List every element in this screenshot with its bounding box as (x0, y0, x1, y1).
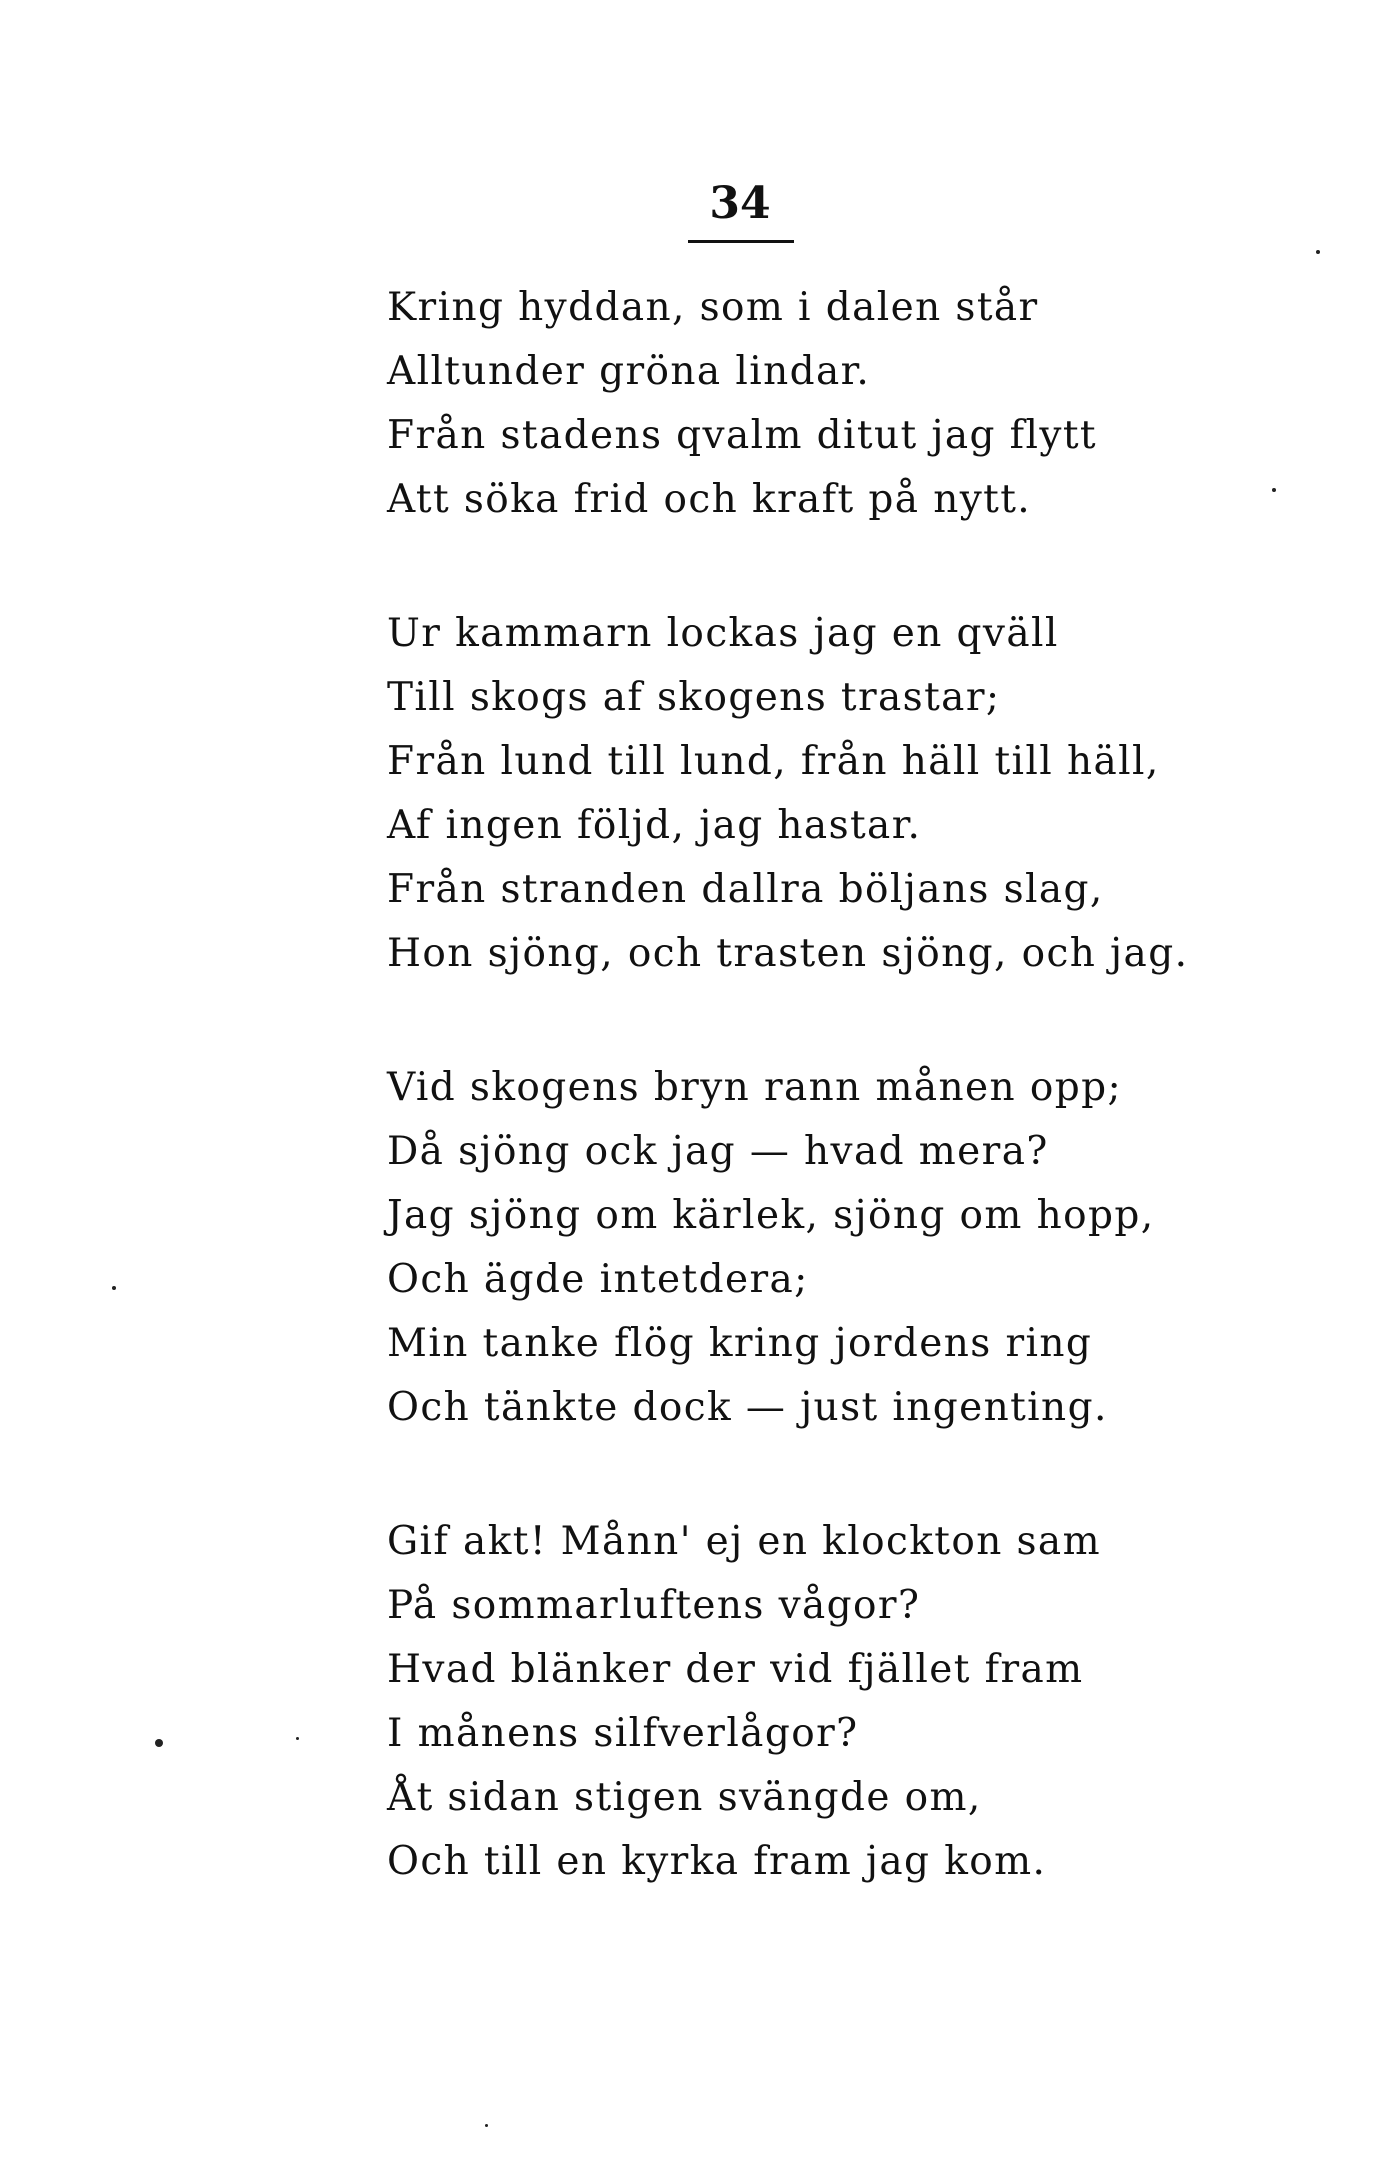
poem-line: Från lund till lund, från häll till häll, (387, 739, 1160, 784)
stanza-2 (387, 602, 1347, 986)
poem-line: Åt sidan stigen svängde om, (387, 1775, 982, 1820)
poem-line: Alltunder gröna lindar. (387, 349, 871, 394)
poem-line: Från stranden dallra böljans slag, (387, 867, 1104, 912)
page-number-rule (688, 240, 794, 243)
scan-speck (1316, 250, 1320, 254)
poem-line: Hvad blänker der vid fjället fram (387, 1647, 1084, 1692)
scan-speck (1272, 488, 1276, 492)
poem-line: Och tänkte dock — just ingenting. (387, 1385, 1108, 1430)
poem-line: Ur kammarn lockas jag en qväll (387, 611, 1059, 656)
poem-line: I månens silfverlågor? (387, 1711, 859, 1756)
poem-line: Då sjöng ock jag — hvad mera? (387, 1129, 1049, 1174)
stanza-1 (387, 276, 1347, 532)
poem (387, 276, 1347, 1964)
poem-line: Gif akt! Månn' ej en klockton sam (387, 1519, 1101, 1564)
poem-line: Kring hyddan, som i dalen står (387, 285, 1039, 330)
poem-line: Från stadens qvalm ditut jag flytt (387, 413, 1097, 458)
poem-line: Af ingen följd, jag hastar. (387, 803, 922, 848)
poem-line: Min tanke flög kring jordens ring (387, 1321, 1093, 1366)
poem-line: Och ägde intetdera; (387, 1257, 809, 1302)
page-number: 34 (709, 178, 771, 229)
poem-line: Jag sjöng om kärlek, sjöng om hopp, (387, 1193, 1155, 1238)
scan-speck (296, 1737, 299, 1740)
poem-line: Till skogs af skogens trastar; (387, 675, 1001, 720)
scan-speck (485, 2124, 488, 2127)
poem-line: Och till en kyrka fram jag kom. (387, 1839, 1047, 1884)
poem-line: På sommarluftens vågor? (387, 1583, 921, 1628)
poem-line: Vid skogens bryn rann månen opp; (387, 1065, 1122, 1110)
poem-line: Hon sjöng, och trasten sjöng, och jag. (387, 931, 1189, 976)
stanza-3 (387, 1056, 1347, 1440)
scan-speck (155, 1739, 163, 1747)
poem-line: Att söka frid och kraft på nytt. (387, 477, 1032, 522)
stanza-4 (387, 1510, 1347, 1894)
scan-speck (112, 1286, 116, 1290)
